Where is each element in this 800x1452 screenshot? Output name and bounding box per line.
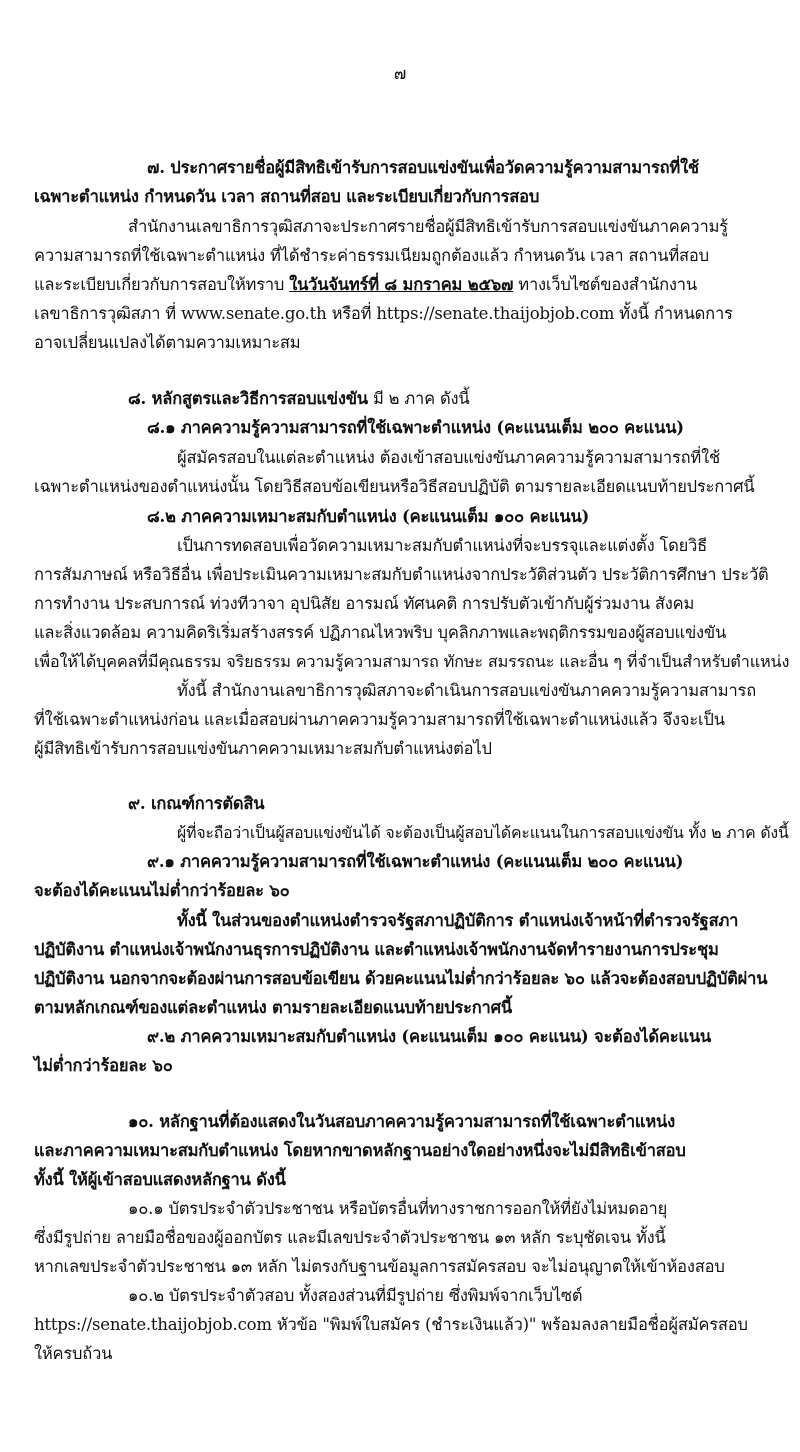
page-number: ๗	[393, 64, 407, 83]
section8-2-line2: การสัมภาษณ์ หรือวิธีอื่น เพื่อประเมินความเหมาะสมกับตำแหน่งจากประวัติส่วนตัว ประวัติการศึกษา ประวัติ	[34, 565, 769, 584]
section10-1-line2: ซึ่งมีรูปถ่าย ลายมือชื่อของผู้ออกบัตร และมีเลขประจำตัวประชาชน ๑๓ หลัก ระบุชัดเจน ทั้งนี้	[34, 1228, 666, 1247]
section10-1-line3: หากเลขประจำตัวประชาชน ๑๓ หลัก ไม่ตรงกับฐานข้อมูลการสมัครสอบ จะไม่อนุญาตให้เข้าห้องสอบ	[34, 1257, 725, 1276]
section8-1-line2: เฉพาะตำแหน่งของตำแหน่งนั้น โดยวิธีสอบข้อเขียนหรือวิธีสอบปฏิบัติ ตามรายละเอียดแนบท้ายประกาศนี้	[34, 477, 755, 496]
section8-2-title: ๘.๒ ภาคความเหมาะสมกับตำแหน่ง (คะแนนเต็ม ๑๐๐ คะแนน)	[147, 507, 590, 526]
section8-heading-title: ๘. หลักสูตรและวิธีการสอบแข่งขัน	[128, 389, 368, 408]
section7-paragraph-line3-end: ทางเว็บไซต์ของสำนักงาน	[518, 275, 697, 294]
section9-heading: ๙. เกณฑ์การตัดสิน	[128, 794, 265, 813]
section7-heading-line1: ๗. ประกาศรายชื่อผู้มีสิทธิเข้ารับการสอบแข่งขันเพื่อวัดความรู้ความสามารถที่ใช้	[147, 158, 699, 177]
section8-heading-rest: มี ๒ ภาค ดังนี้	[372, 389, 470, 408]
section9-note-line1: ทั้งนี้ ในส่วนของตำแหน่งตำรวจรัฐสภาปฏิบัติการ ตำแหน่งเจ้าหน้าที่ตำรวจรัฐสภา	[177, 911, 739, 930]
section7-paragraph-line2: ความสามารถที่ใช้เฉพาะตำแหน่ง ที่ได้ชำระค่าธรรมเนียมถูกต้องแล้ว กำหนดวัน เวลา สถานที่สอบ	[34, 246, 709, 265]
section10-2-line1: ๑๐.๒ บัตรประจำตัวสอบ ทั้งสองส่วนที่มีรูปถ่าย ซึ่งพิมพ์จากเว็บไซต์	[128, 1286, 583, 1305]
section7-paragraph-line5: อาจเปลี่ยนแปลงได้ตามความเหมาะสม	[34, 333, 301, 352]
section9-1-line1: ๙.๑ ภาคความรู้ความสามารถที่ใช้เฉพาะตำแหน่ง (คะแนนเต็ม ๒๐๐ คะแนน)	[147, 852, 684, 871]
section10-heading-line3: ทั้งนี้ ให้ผู้เข้าสอบแสดงหลักฐาน ดังนี้	[34, 1170, 286, 1189]
section9-note-line3: ปฏิบัติงาน นอกจากจะต้องผ่านการสอบข้อเขียน ด้วยคะแนนไม่ต่ำกว่าร้อยละ ๖๐ แล้วจะต้องสอบปฏิบัติผ่าน	[34, 969, 768, 988]
section9-intro: ผู้ที่จะถือว่าเป็นผู้สอบแข่งขันได้ จะต้องเป็นผู้สอบได้คะแนนในการสอบแข่งขัน ทั้ง ๒ ภาค ดังนี้	[177, 823, 789, 842]
section7-heading-line2: เฉพาะตำแหน่ง กำหนดวัน เวลา สถานที่สอบ และระเบียบเกี่ยวกับการสอบ	[34, 187, 540, 206]
section8-note-line3: ผู้มีสิทธิเข้ารับการสอบแข่งขันภาคความเหมาะสมกับตำแหน่งต่อไป	[34, 739, 492, 758]
section9-2-line2: ไม่ต่ำกว่าร้อยละ ๖๐	[34, 1056, 173, 1075]
section10-heading-line1: ๑๐. หลักฐานที่ต้องแสดงในวันสอบภาคความรู้ความสามารถที่ใช้เฉพาะตำแหน่ง	[128, 1112, 675, 1131]
section8-2-line5: เพื่อให้ได้บุคคลที่มีคุณธรรม จริยธรรม ความรู้ความสามารถ ทักษะ สมรรถนะ และอื่น ๆ ที่จำเป็นสำหรับตำแหน่ง	[34, 652, 790, 671]
section8-1-line1: ผู้สมัครสอบในแต่ละตำแหน่ง ต้องเข้าสอบแข่งขันภาคความรู้ความสามารถที่ใช้	[177, 448, 720, 467]
section8-note-line2: ที่ใช้เฉพาะตำแหน่งก่อน และเมื่อสอบผ่านภาคความรู้ความสามารถที่ใช้เฉพาะตำแหน่งแล้ว จึงจะเป็น	[34, 710, 725, 729]
section8-1-title: ๘.๑ ภาคความรู้ความสามารถที่ใช้เฉพาะตำแหน่ง (คะแนนเต็ม ๒๐๐ คะแนน)	[147, 418, 684, 437]
section9-note-line2: ปฏิบัติงาน ตำแหน่งเจ้าพนักงานธุรการปฏิบัติงาน และตำแหน่งเจ้าพนักงานจัดทำรายงานการประชุม	[34, 940, 719, 959]
section7-paragraph-line1: สำนักงานเลขาธิการวุฒิสภาจะประกาศรายชื่อผู้มีสิทธิเข้ารับการสอบแข่งขันภาคความรู้	[128, 217, 728, 236]
section10-2-line3: ให้ครบถ้วน	[34, 1344, 113, 1363]
section7-paragraph-line3-start: และระเบียบเกี่ยวกับการสอบให้ทราบ	[34, 275, 285, 294]
section10-2-line2: https://senate.thaijobjob.com หัวข้อ "พิมพ์ใบสมัคร (ชำระเงินแล้ว)" พร้อมลงลายมือชื่อผู้สมัครสอบ	[34, 1315, 748, 1334]
section8-heading	[128, 387, 469, 411]
section8-2-line4: และสิ่งแวดล้อม ความคิดริเริ่มสร้างสรรค์ ปฏิภาณไหวพริบ บุคลิกภาพและพฤติกรรมของผู้สอบแข่งขัน	[34, 623, 727, 642]
section7-paragraph-line3	[34, 273, 697, 297]
section8-2-line3: การทำงาน ประสบการณ์ ท่วงทีวาจา อุปนิสัย อารมณ์ ทัศนคติ การปรับตัวเข้ากับผู้ร่วมงาน สังคม	[34, 594, 695, 613]
section9-note-line4: ตามหลักเกณฑ์ของแต่ละตำแหน่ง ตามรายละเอียดแนบท้ายประกาศนี้	[34, 998, 512, 1017]
section8-2-line1: เป็นการทดสอบเพื่อวัดความเหมาะสมกับตำแหน่งที่จะบรรจุและแต่งตั้ง โดยวิธี	[177, 536, 708, 555]
section9-2-line1: ๙.๒ ภาคความเหมาะสมกับตำแหน่ง (คะแนนเต็ม ๑๐๐ คะแนน) จะต้องได้คะแนน	[147, 1027, 711, 1046]
section7-paragraph-line4: เลขาธิการวุฒิสภา ที่ www.senate.go.th หรือที่ https://senate.thaijobjob.com ทั้งนี้ กำหนดการ	[34, 304, 733, 323]
section8-note-line1: ทั้งนี้ สำนักงานเลขาธิการวุฒิสภาจะดำเนินการสอบแข่งขันภาคความรู้ความสามารถ	[177, 681, 757, 700]
announcement-date: ในวันจันทร์ที่ ๘ มกราคม ๒๕๖๗	[289, 275, 514, 294]
section10-heading-line2: และภาคความเหมาะสมกับตำแหน่ง โดยหากขาดหลักฐานอย่างใดอย่างหนึ่งจะไม่มีสิทธิเข้าสอบ	[34, 1141, 686, 1160]
section10-1-line1: ๑๐.๑ บัตรประจำตัวประชาชน หรือบัตรอื่นที่ทางราชการออกให้ที่ยังไม่หมดอายุ	[128, 1199, 668, 1218]
section9-1-line2: จะต้องได้คะแนนไม่ต่ำกว่าร้อยละ ๖๐	[34, 881, 290, 900]
